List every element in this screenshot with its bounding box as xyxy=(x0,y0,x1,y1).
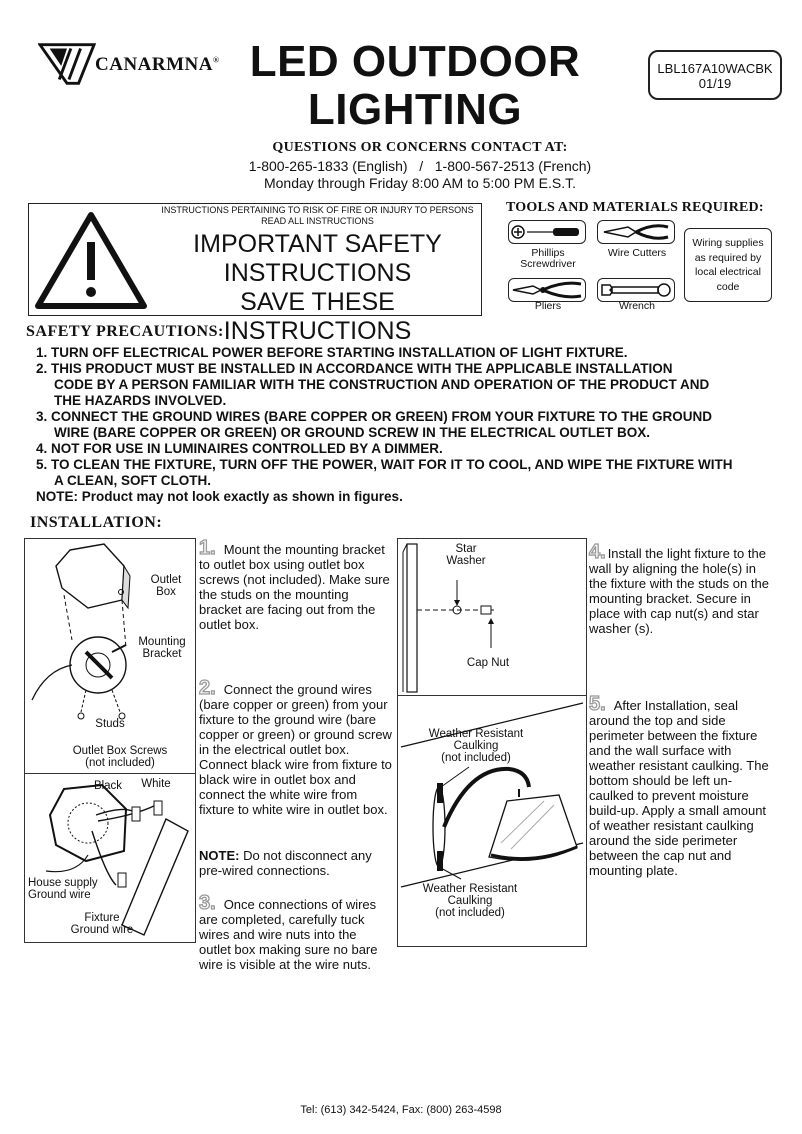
label-white-wire: White xyxy=(141,778,171,790)
precaution-item: 5. TO CLEAN THE FIXTURE, TURN OFF THE POWER, WAIT FOR IT TO COOL, AND WIPE THE FIXTURE WITH xyxy=(36,457,733,472)
wire-cutters-icon xyxy=(598,221,674,243)
step-5: 5. After Installation, seal around the top and side perimeter between the fixture and the wall surface with weather resistant caulking. The bottom should be left un-caulked to prevent moisture build-up. Apply a small amount of weather resistant caulking around the side perimeter between the cap nut and mounting plate. xyxy=(589,693,769,878)
brand-logo-icon xyxy=(38,40,96,88)
step-2: 2. Connect the ground wires (bare copper or green) from your fixture to the ground wire (bare copper or green) or ground screw in the electrical outlet box. Connect black wire from fixture to black wire in outlet box and connect the white wire from fixture to white wire in outlet box. xyxy=(199,677,392,817)
label-black-wire: Black xyxy=(93,780,123,792)
wire-cutters-label: Wire Cutters xyxy=(607,247,667,259)
precaution-item: WIRE (BARE COPPER OR GREEN) OR GROUND SCREW IN THE ELECTRICAL OUTLET BOX. xyxy=(54,425,651,440)
label-house-supply-ground: House supply Ground wire xyxy=(28,877,98,901)
screwdriver-icon xyxy=(509,221,585,243)
footer-contact: Tel: (613) 342-5424, Fax: (800) 263-4598 xyxy=(300,1104,502,1116)
page-title: LED OUTDOOR LIGHTING xyxy=(249,37,581,134)
label-outlet-box-screws: Outlet Box Screws (not included) xyxy=(72,745,168,769)
precautions-heading: SAFETY PRECAUTIONS: xyxy=(26,323,224,340)
save-instructions-text: IMPORTANT SAFETY INSTRUCTIONS SAVE THESE INSTRUCTIONS xyxy=(193,230,442,345)
precaution-item: 3. CONNECT THE GROUND WIRES (BARE COPPER OR GREEN) FROM YOUR FIXTURE TO THE GROUND xyxy=(36,409,713,424)
step-1-number: 1. xyxy=(199,537,216,559)
label-mounting-bracket: Mounting Bracket xyxy=(138,636,186,660)
step-2-number: 2. xyxy=(199,677,216,699)
step-5-number: 5. xyxy=(589,693,606,715)
contact-heading: QUESTIONS OR CONCERNS CONTACT AT: xyxy=(272,140,568,155)
precaution-item: A CLEAN, SOFT CLOTH. xyxy=(54,473,211,488)
contact-info xyxy=(170,140,670,192)
precaution-item: 4. NOT FOR USE IN LUMINAIRES CONTROLLED BY A DIMMER. xyxy=(36,441,443,456)
precaution-item: CODE BY A PERSON FAMILIAR WITH THE CONSTRUCTION AND OPERATION OF THE PRODUCT AND xyxy=(54,377,710,392)
brand-name: CANARMNA® xyxy=(95,54,220,75)
precautions-list xyxy=(36,345,791,505)
pliers-label: Pliers xyxy=(534,300,562,312)
pliers-icon xyxy=(509,279,585,301)
label-fixture-ground: Fixture Ground wire xyxy=(70,912,134,936)
label-cap-nut: Cap Nut xyxy=(466,657,510,669)
precaution-note: NOTE: Product may not look exactly as shown in figures. xyxy=(36,489,403,504)
precaution-item: THE HAZARDS INVOLVED. xyxy=(54,393,227,408)
label-caulking-top: Weather Resistant Caulking (not included) xyxy=(428,728,524,764)
wrench-icon xyxy=(598,279,674,301)
pliers-tool xyxy=(508,278,586,302)
step-4-number: 4. xyxy=(589,541,606,563)
wrench-label: Wrench xyxy=(619,300,655,312)
step-1: 1. Mount the mounting bracket to outlet box using outlet box screws (not included). Make sure the studs on the mounting bracket are facing out from the outlet box. xyxy=(199,537,390,632)
precaution-item: 1. TURN OFF ELECTRICAL POWER BEFORE STARTING INSTALLATION OF LIGHT FIXTURE. xyxy=(36,345,628,360)
wire-cutters-tool xyxy=(597,220,675,244)
phillips-screwdriver-tool xyxy=(508,220,586,244)
wiring-supplies-box: Wiring supplies as required by local electrical code xyxy=(684,228,772,302)
installation-heading: INSTALLATION: xyxy=(30,514,163,531)
contact-hours: Monday through Friday 8:00 AM to 5:00 PM E.S.T. xyxy=(263,175,577,191)
label-caulking-bottom: Weather Resistant Caulking (not included) xyxy=(422,883,518,919)
phillips-label: Phillips Screwdriver xyxy=(520,247,576,270)
risk-warning-text: INSTRUCTIONS PERTAINING TO RISK OF FIRE OR INJURY TO PERSONS READ ALL INSTRUCTIONS xyxy=(161,205,474,226)
model-code-box: LBL167A10WACBK 01/19 xyxy=(648,50,782,100)
step-3: 3. Once connections of wires are completed, carefully tuck wires and wire nuts into the outlet box making sure no bare wire is visible at the wire nuts. xyxy=(199,892,378,972)
step-3-number: 3. xyxy=(199,892,216,914)
contact-phones: 1-800-265-1833 (English) / 1-800-567-2513 (French) xyxy=(248,158,592,174)
precaution-item: 2. THIS PRODUCT MUST BE INSTALLED IN ACCORDANCE WITH THE APPLICABLE INSTALLATION xyxy=(36,361,673,376)
label-outlet-box: Outlet Box xyxy=(150,574,182,598)
tools-heading: TOOLS AND MATERIALS REQUIRED: xyxy=(506,200,764,215)
label-star-washer: Star Washer xyxy=(446,543,486,567)
step-2-note: NOTE: Do not disconnect any pre-wired connections. xyxy=(199,848,372,878)
label-studs: Studs xyxy=(95,718,125,730)
wrench-tool xyxy=(597,278,675,302)
step-4: 4. Install the light fixture to the wall by aligning the hole(s) in the fixture with the studs on the mounting bracket. Secure in place with cap nut(s) and star washer (s). xyxy=(589,541,769,636)
warning-icon xyxy=(34,210,149,310)
